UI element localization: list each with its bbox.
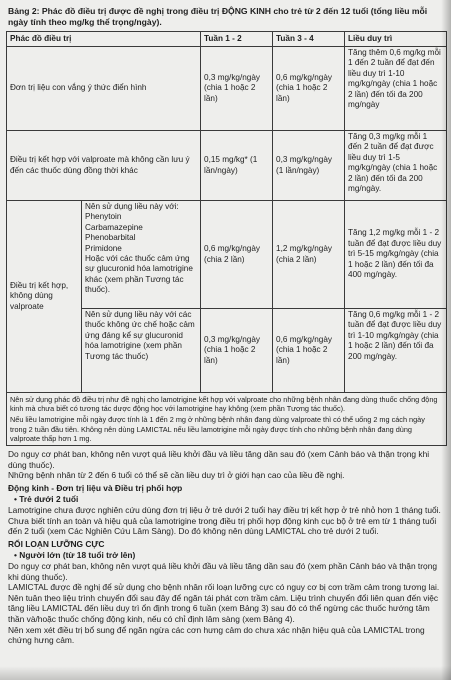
paragraph: Nên tuân theo liệu trình chuyển đổi sau đây để ngăn tái phát cơn trầm cảm. Liệu trình chuyển đổi liên quan đến việc tăng liều LAMICTAL đến liều duy trì ổn định trong 6 tuần (xem Bảng 3) sau đó có thể ngừng các thuốc hướng tâm thần và/hoặc thuốc chống động kinh, nếu có chỉ định lâm sàng (xem Bảng 4). — [8, 592, 439, 624]
header-regimen: Phác đồ điều trị — [7, 31, 201, 46]
header-week-1-2: Tuần 1 - 2 — [201, 31, 273, 46]
maintenance-cell: Tăng 0,3 mg/kg mỗi 1 đến 2 tuần để đạt được liều duy trì 1-5 mg/kg/ngày (chia 1 hoặc 2 lần) đến tối đa 200 mg/ngày. — [345, 131, 447, 201]
header-maintenance: Liều duy trì — [345, 31, 447, 46]
page-bottom-shadow — [0, 666, 451, 680]
table-caption: Bảng 2: Phác đồ điều trị được đề nghị trong điều trị ĐỘNG KINH cho trẻ từ 2 đến 12 tuổi (tổng liều mỗi ngày tính theo mg/kg thể trọng/ngày). — [8, 6, 428, 27]
week-1-2-cell: 0,3 mg/kg/ngày (chia 1 hoặc 2 lần) — [201, 309, 273, 393]
document-page — [6, 4, 446, 646]
week-1-2-cell: 0,15 mg/kg* (1 lần/ngày) — [201, 131, 273, 201]
sub-regimen-line: Hoặc với các thuốc cảm ứng sự glucuronid hóa lamotrigine khác (xem phần Tương tác thuốc). — [85, 254, 193, 295]
table-note: Nếu liều lamotrigine mỗi ngày được tính là 1 đến 2 mg ở những bệnh nhân đang dùng valproate thì có thể uống 2 mg cách ngày trong 2 tuần đầu tiên. Không nên dùng LAMICTAL nếu liều lamotrigine mỗi ngày được tính cho những bệnh nhân đang dùng valproate thấp hơn 1 mg. — [10, 415, 425, 443]
week-3-4-cell: 0,6 mg/kg/ngày (chia 1 hoặc 2 lần) — [273, 309, 345, 393]
table-notes — [7, 393, 447, 446]
sub-regimen-line: Primidone — [85, 243, 122, 253]
table-notes-row — [7, 393, 447, 446]
table-header-row — [7, 31, 447, 46]
table-note: Nên sử dụng phác đồ điều trị như đề nghị cho lamotrigine kết hợp với valproate cho những bệnh nhân đang dùng thuốc chống động kinh mà chưa biết có tương tác dược động học với lamotrigine hay không (xem phần Tương tác thuốc). — [10, 395, 438, 414]
regimen-cell: Đơn trị liệu con vắng ý thức điển hình — [7, 47, 201, 131]
bullet-heading: • Trẻ dưới 2 tuổi — [14, 494, 79, 505]
week-3-4-cell: 0,3 mg/kg/ngày (1 lần/ngày) — [273, 131, 345, 201]
paragraph: Lamotrigine chưa được nghiên cứu dùng đơn trị liệu ở trẻ dưới 2 tuổi hay điều trị kết hợp ở trẻ nhỏ hơn 1 tháng tuổi. Chưa biết tính an toàn và hiệu quả của lamotrigine trong điều trị phối hợp động kinh cục bộ ở trẻ em từ 1 tháng tuổi đến 2 tuổi (xem Các Nghiên Cứu Lâm Sàng). Do đó không nên dùng LAMICTAL cho trẻ dưới 2 tuổi. — [8, 504, 441, 537]
week-3-4-cell: 1,2 mg/kg/ngày (chia 2 lần) — [273, 201, 345, 309]
sub-regimen-line: Phenobarbital — [85, 233, 136, 243]
section-heading: RỐI LOẠN LƯỠNG CỰC — [8, 538, 105, 549]
table-row — [7, 47, 447, 131]
paragraph: Do nguy cơ phát ban, không nên vượt quá liều khởi đầu và liều tăng dần sau đó (xem Cảnh báo và thận trọng khi dùng thuốc). — [8, 449, 430, 470]
table-row — [7, 131, 447, 201]
table-row — [7, 201, 447, 309]
sub-regimen-cell — [82, 201, 201, 309]
paragraph: Do nguy cơ phát ban, không nên vượt quá liều khởi đầu và liều tăng dần sau đó (xem phần Cảnh báo và thận trọng khi dùng thuốc). — [8, 560, 438, 582]
body-text — [6, 449, 446, 646]
week-3-4-cell: 0,6 mg/kg/ngày (chia 1 hoặc 2 lần) — [273, 47, 345, 131]
page-edge-shadow — [441, 0, 451, 680]
maintenance-cell: Tăng 0,6 mg/kg mỗi 1 - 2 tuần để đạt được liều duy trì 1-10 mg/kg/ngày (chia 1 hoặc 2 lần) đến tối đa 200 mg/ngày. — [345, 309, 447, 393]
sub-regimen-line: Nên sử dụng liều này với: — [85, 202, 179, 211]
bullet-text: Người lớn (từ 18 tuổi trở lên) — [19, 550, 136, 561]
sub-regimen-cell: Nên sử dụng liều này với các thuốc không ức chế hoặc cảm ứng đáng kể sự glucuronid hóa lamotrigine (xem phần Tương tác thuốc) — [82, 309, 201, 393]
paragraph: LAMICTAL được đề nghị để sử dụng cho bệnh nhân rối loạn lưỡng cực có nguy cơ bị cơn trầm cảm trong tương lai. — [8, 582, 440, 593]
regimen-cell: Điều trị kết hợp với valproate mà không cần lưu ý đến các thuốc dùng đồng thời khác — [7, 131, 201, 201]
bullet-text: Trẻ dưới 2 tuổi — [19, 494, 79, 505]
dosage-table — [6, 31, 447, 446]
maintenance-cell: Tăng thêm 0,6 mg/kg mỗi 1 đến 2 tuần để đạt đến liều duy trì 1-10 mg/kg/ngày (chia 1 hoặc 2 lần) đến tối đa 200 mg/ngày — [345, 47, 447, 131]
bullet-heading: • Người lớn (từ 18 tuổi trở lên) — [14, 550, 136, 561]
week-1-2-cell: 0,3 mg/kg/ngày (chia 1 hoặc 2 lần) — [201, 47, 273, 131]
sub-regimen-line: Carbamazepine — [85, 222, 143, 232]
maintenance-cell: Tăng 1,2 mg/kg mỗi 1 - 2 tuần để đạt được liều duy trì 5-15 mg/kg/ngày (chia 1 hoặc 2 lần) đến tối đa 400 mg/ngày. — [345, 201, 447, 309]
week-1-2-cell: 0,6 mg/kg/ngày (chia 2 lần) — [201, 201, 273, 309]
section-heading: Động kinh - Đơn trị liệu và Điều trị phối hợp — [8, 482, 183, 493]
paragraph: Những bệnh nhân từ 2 đến 6 tuổi có thể sẽ cần liều duy trì ở giới hạn cao của liều đề nghị. — [8, 470, 345, 481]
group-label-cell: Điều trị kết hợp, không dùng valproate — [7, 201, 82, 393]
paragraph: Nên xem xét điều trị bổ sung để ngăn ngừa các cơn hưng cảm do chưa xác nhận hiệu quả của LAMICTAL trong chứng hưng cảm. — [8, 624, 425, 646]
header-week-3-4: Tuần 3 - 4 — [273, 31, 345, 46]
sub-regimen-line: Phenytoin — [85, 212, 122, 222]
